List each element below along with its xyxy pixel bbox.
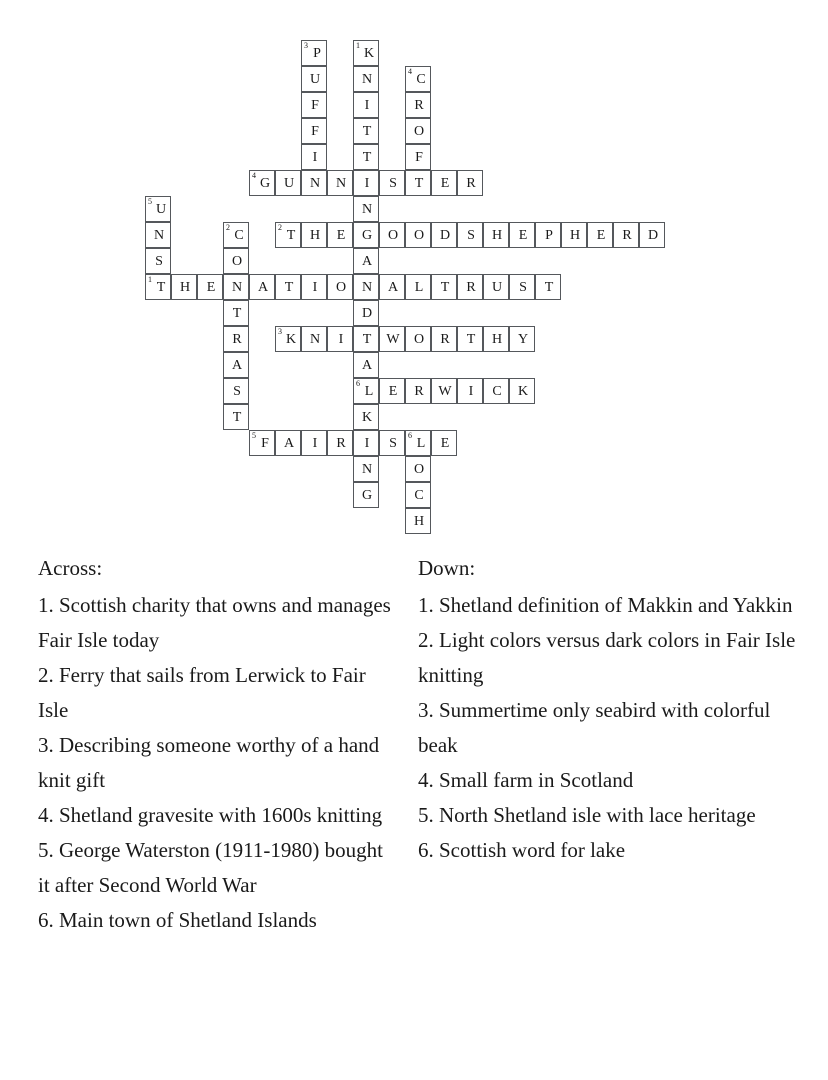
- grid-cell[interactable]: [457, 274, 483, 300]
- cell-letter: L: [416, 436, 426, 451]
- grid-cell[interactable]: [145, 248, 171, 274]
- grid-cell[interactable]: [327, 170, 353, 196]
- cell-letter: N: [361, 462, 373, 477]
- cell-letter: H: [491, 332, 503, 347]
- grid-cell[interactable]: [275, 326, 301, 352]
- grid-cell[interactable]: [301, 66, 327, 92]
- cell-letter: K: [363, 46, 375, 61]
- grid-cell[interactable]: [405, 118, 431, 144]
- cell-number: 6: [356, 379, 360, 388]
- cell-letter: P: [545, 228, 553, 243]
- grid-cell[interactable]: [353, 66, 379, 92]
- cell-number: 1: [356, 41, 360, 50]
- cell-letter: O: [231, 254, 243, 269]
- grid-cell[interactable]: [431, 378, 457, 404]
- grid-cell[interactable]: [509, 378, 535, 404]
- grid-cell[interactable]: [405, 144, 431, 170]
- cell-letter: P: [313, 46, 321, 61]
- grid-cell[interactable]: [353, 378, 379, 404]
- cell-letter: S: [233, 384, 241, 399]
- cell-number: 6: [408, 431, 412, 440]
- grid-cell[interactable]: [327, 222, 353, 248]
- grid-cell[interactable]: [587, 222, 613, 248]
- grid-cell[interactable]: [275, 222, 301, 248]
- grid-cell[interactable]: [379, 222, 405, 248]
- grid-cell[interactable]: [561, 222, 587, 248]
- cell-letter: H: [491, 228, 503, 243]
- grid-cell[interactable]: [405, 92, 431, 118]
- grid-cell[interactable]: [457, 378, 483, 404]
- cell-letter: R: [622, 228, 632, 243]
- cell-letter: N: [309, 176, 321, 191]
- grid-cell[interactable]: [145, 196, 171, 222]
- cell-letter: N: [335, 176, 347, 191]
- cell-letter: U: [309, 72, 321, 87]
- cell-letter: T: [232, 306, 242, 321]
- down-heading: Down:: [418, 556, 476, 580]
- cell-letter: H: [179, 280, 191, 295]
- cell-letter: F: [261, 436, 269, 451]
- cell-letter: G: [361, 228, 373, 243]
- grid-cell[interactable]: [301, 274, 327, 300]
- cell-letter: R: [414, 98, 424, 113]
- cell-letter: R: [414, 384, 424, 399]
- across-clue-3: 3. Describing someone worthy of a hand knit gift: [38, 733, 380, 792]
- down-clue-5: 5. North Shetland isle with lace heritage: [418, 803, 756, 827]
- cell-letter: W: [438, 384, 452, 399]
- cell-letter: N: [361, 280, 373, 295]
- cell-letter: R: [466, 176, 476, 191]
- cell-number: 2: [226, 223, 230, 232]
- cell-letter: R: [232, 332, 242, 347]
- cell-letter: L: [364, 384, 374, 399]
- grid-cell[interactable]: [353, 40, 379, 66]
- cell-letter: I: [312, 436, 318, 451]
- grid-cell[interactable]: [301, 144, 327, 170]
- grid-cell[interactable]: [353, 326, 379, 352]
- grid-cell[interactable]: [171, 274, 197, 300]
- grid-cell[interactable]: [509, 274, 535, 300]
- cell-letter: N: [153, 228, 165, 243]
- grid-cell[interactable]: [145, 222, 171, 248]
- grid-cell[interactable]: [353, 196, 379, 222]
- grid-cell[interactable]: [223, 378, 249, 404]
- grid-cell[interactable]: [353, 170, 379, 196]
- down-clue-4: 4. Small farm in Scotland: [418, 768, 634, 792]
- cell-letter: K: [517, 384, 529, 399]
- cell-number: 3: [278, 327, 282, 336]
- cell-letter: K: [361, 410, 373, 425]
- grid-cell[interactable]: [223, 248, 249, 274]
- cell-letter: T: [284, 280, 294, 295]
- across-clue-column: [38, 552, 398, 938]
- grid-cell[interactable]: [145, 274, 171, 300]
- grid-cell[interactable]: [405, 430, 431, 456]
- grid-cell[interactable]: [431, 326, 457, 352]
- cell-letter: U: [155, 202, 167, 217]
- cell-letter: T: [362, 332, 372, 347]
- across-heading: Across:: [38, 556, 103, 580]
- grid-cell[interactable]: [301, 118, 327, 144]
- grid-cell[interactable]: [405, 274, 431, 300]
- cell-number: 1: [148, 275, 152, 284]
- grid-cell[interactable]: [275, 170, 301, 196]
- grid-cell[interactable]: [457, 170, 483, 196]
- cell-letter: D: [439, 228, 451, 243]
- cell-letter: E: [596, 228, 606, 243]
- cell-letter: O: [413, 228, 425, 243]
- grid-cell[interactable]: [301, 222, 327, 248]
- grid-cell[interactable]: [249, 274, 275, 300]
- grid-cell[interactable]: [353, 430, 379, 456]
- cell-letter: T: [286, 228, 296, 243]
- grid-cell[interactable]: [353, 248, 379, 274]
- grid-cell[interactable]: [223, 222, 249, 248]
- down-clue-1: 1. Shetland definition of Makkin and Yakkin: [418, 593, 793, 617]
- cell-letter: C: [416, 72, 426, 87]
- grid-cell[interactable]: [405, 170, 431, 196]
- cell-letter: T: [414, 176, 424, 191]
- cell-letter: R: [466, 280, 476, 295]
- down-clue-6: 6. Scottish word for lake: [418, 838, 626, 862]
- cell-letter: G: [259, 176, 271, 191]
- cell-letter: N: [361, 202, 373, 217]
- cell-letter: T: [156, 280, 166, 295]
- cell-letter: R: [440, 332, 450, 347]
- across-clue-1: 1. Scottish charity that owns and manages Fair Isle today: [38, 593, 391, 652]
- down-clue-column: [418, 552, 798, 868]
- cell-number: 5: [252, 431, 256, 440]
- cell-letter: A: [361, 358, 373, 373]
- grid-cell[interactable]: [483, 222, 509, 248]
- cell-letter: O: [413, 332, 425, 347]
- grid-cell[interactable]: [301, 40, 327, 66]
- cell-letter: A: [387, 280, 399, 295]
- cell-letter: F: [311, 98, 319, 113]
- grid-cell[interactable]: [223, 300, 249, 326]
- cell-letter: S: [467, 228, 475, 243]
- grid-cell[interactable]: [483, 326, 509, 352]
- cell-letter: T: [362, 150, 372, 165]
- cell-letter: F: [311, 124, 319, 139]
- cell-letter: T: [544, 280, 554, 295]
- grid-cell[interactable]: [275, 430, 301, 456]
- grid-cell[interactable]: [379, 170, 405, 196]
- cell-letter: Y: [517, 332, 529, 347]
- grid-cell[interactable]: [483, 378, 509, 404]
- cell-letter: C: [414, 488, 424, 503]
- cell-letter: H: [309, 228, 321, 243]
- grid-cell[interactable]: [353, 118, 379, 144]
- grid-cell[interactable]: [379, 326, 405, 352]
- grid-cell[interactable]: [301, 326, 327, 352]
- cell-letter: T: [362, 124, 372, 139]
- grid-cell[interactable]: [379, 274, 405, 300]
- cell-letter: N: [309, 332, 321, 347]
- cell-letter: I: [364, 436, 370, 451]
- down-clue-items: [418, 588, 798, 868]
- cell-number: 5: [148, 197, 152, 206]
- grid-cell[interactable]: [353, 352, 379, 378]
- grid-cell[interactable]: [379, 430, 405, 456]
- cell-letter: O: [387, 228, 399, 243]
- down-clue-3: 3. Summertime only seabird with colorful beak: [418, 698, 771, 757]
- cell-letter: S: [389, 436, 397, 451]
- grid-cell[interactable]: [301, 92, 327, 118]
- cell-letter: F: [415, 150, 423, 165]
- grid-cell[interactable]: [535, 222, 561, 248]
- cell-number: 3: [304, 41, 308, 50]
- grid-cell[interactable]: [249, 170, 275, 196]
- grid-cell[interactable]: [223, 326, 249, 352]
- across-clue-4: 4. Shetland gravesite with 1600s knitting: [38, 803, 383, 827]
- cell-letter: O: [413, 124, 425, 139]
- grid-cell[interactable]: [405, 482, 431, 508]
- grid-cell[interactable]: [353, 300, 379, 326]
- across-clue-items: [38, 588, 398, 938]
- cell-letter: H: [569, 228, 581, 243]
- cell-letter: E: [440, 436, 450, 451]
- cell-letter: S: [389, 176, 397, 191]
- grid-cell[interactable]: [327, 430, 353, 456]
- grid-cell[interactable]: [535, 274, 561, 300]
- across-clue-5: 5. George Waterston (1911-1980) bought it after Second World War: [38, 838, 383, 897]
- grid-cell[interactable]: [353, 404, 379, 430]
- grid-cell[interactable]: [639, 222, 665, 248]
- cell-letter: D: [647, 228, 659, 243]
- cell-letter: T: [232, 410, 242, 425]
- cell-letter: I: [468, 384, 474, 399]
- grid-cell[interactable]: [223, 404, 249, 430]
- cell-letter: E: [206, 280, 216, 295]
- cell-letter: I: [312, 280, 318, 295]
- grid-cell[interactable]: [483, 274, 509, 300]
- grid-cell[interactable]: [223, 274, 249, 300]
- grid-cell[interactable]: [431, 222, 457, 248]
- cell-letter: T: [440, 280, 450, 295]
- grid-cell[interactable]: [353, 92, 379, 118]
- cell-letter: I: [338, 332, 344, 347]
- grid-cell[interactable]: [197, 274, 223, 300]
- cell-letter: H: [413, 514, 425, 529]
- cell-letter: K: [285, 332, 297, 347]
- grid-cell[interactable]: [353, 482, 379, 508]
- grid-cell[interactable]: [249, 430, 275, 456]
- cell-letter: O: [413, 462, 425, 477]
- grid-cell[interactable]: [431, 430, 457, 456]
- across-clue-2: 2. Ferry that sails from Lerwick to Fair Isle: [38, 663, 366, 722]
- cell-letter: A: [283, 436, 295, 451]
- cell-letter: C: [492, 384, 502, 399]
- grid-cell[interactable]: [431, 170, 457, 196]
- grid-cell[interactable]: [613, 222, 639, 248]
- cell-letter: E: [388, 384, 398, 399]
- grid-cell[interactable]: [223, 352, 249, 378]
- grid-cell[interactable]: [509, 222, 535, 248]
- grid-cell[interactable]: [405, 456, 431, 482]
- grid-cell[interactable]: [301, 430, 327, 456]
- grid-cell[interactable]: [457, 222, 483, 248]
- cell-number: 4: [408, 67, 412, 76]
- cell-letter: S: [519, 280, 527, 295]
- across-clue-6: 6. Main town of Shetland Islands: [38, 908, 317, 932]
- grid-cell[interactable]: [405, 378, 431, 404]
- cell-letter: U: [283, 176, 295, 191]
- grid-cell[interactable]: [405, 326, 431, 352]
- cell-letter: R: [336, 436, 346, 451]
- cell-letter: I: [364, 98, 370, 113]
- cell-letter: S: [155, 254, 163, 269]
- grid-cell[interactable]: [353, 274, 379, 300]
- cell-letter: A: [231, 358, 243, 373]
- cell-letter: L: [414, 280, 424, 295]
- grid-cell[interactable]: [405, 66, 431, 92]
- down-clue-2: 2. Light colors versus dark colors in Fair Isle knitting: [418, 628, 796, 687]
- grid-cell[interactable]: [327, 274, 353, 300]
- grid-cell[interactable]: [431, 274, 457, 300]
- cell-number: 4: [252, 171, 256, 180]
- grid-cell[interactable]: [405, 222, 431, 248]
- grid-cell[interactable]: [379, 378, 405, 404]
- grid-cell[interactable]: [457, 326, 483, 352]
- grid-cell[interactable]: [353, 456, 379, 482]
- cell-letter: E: [336, 228, 346, 243]
- grid-cell[interactable]: [327, 326, 353, 352]
- cell-letter: E: [518, 228, 528, 243]
- cell-letter: N: [231, 280, 243, 295]
- cell-letter: W: [386, 332, 400, 347]
- cell-letter: G: [361, 488, 373, 503]
- cell-letter: T: [466, 332, 476, 347]
- cell-letter: I: [312, 150, 318, 165]
- grid-cell[interactable]: [509, 326, 535, 352]
- cell-letter: N: [361, 72, 373, 87]
- grid-cell[interactable]: [353, 144, 379, 170]
- cell-letter: E: [440, 176, 450, 191]
- cell-letter: D: [361, 306, 373, 321]
- cell-letter: U: [491, 280, 503, 295]
- grid-cell[interactable]: [301, 170, 327, 196]
- cell-letter: A: [361, 254, 373, 269]
- cell-letter: I: [364, 176, 370, 191]
- cell-letter: O: [335, 280, 347, 295]
- grid-cell[interactable]: [275, 274, 301, 300]
- cell-number: 2: [278, 223, 282, 232]
- grid-cell[interactable]: [353, 222, 379, 248]
- cell-letter: A: [257, 280, 269, 295]
- cell-letter: C: [234, 228, 244, 243]
- grid-cell[interactable]: [405, 508, 431, 534]
